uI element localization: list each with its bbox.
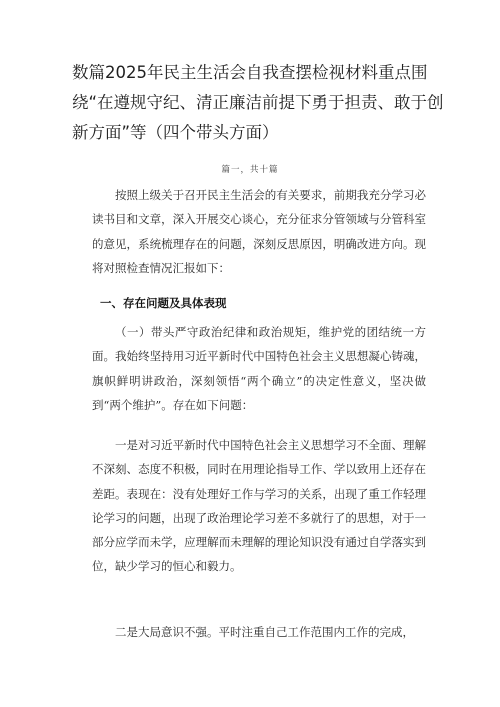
issue-paragraph: 一是对习近平新时代中国特色社会主义思想学习不全面、理解不深刻、态度不积极，同时在用理论指导工作、学以致用上还存在差距。表现在：没有处理好工作与学习的关系，出现了重工作轻理论学习的问题，出现了政治理论学习差不多就行了的思想，对于一部分应学而未学，应理解而未理解的理论知识没有通过自学落实到位，缺少学习的恒心和毅力。 [92,438,426,574]
section-tag: 篇一，共十篇 [221,165,279,175]
document-title: 数篇2025年民主生活会自我查摆检视材料重点围绕“在遵规守纪、清正廉洁前提下勇于担责、敢于创新方面”等（四个带头方面） [72,63,444,142]
point-paragraph: （一）带头严守政治纪律和政治规矩，维护党的团结统一方面。我始终坚持用习近平新时代中国特色社会主义思想凝心铸魂，旗帜鲜明讲政治，深刻领悟“两个确立”的决定性意义，坚决做到“两个维护”。存在如下问题： [92,325,426,412]
issue-paragraph-2: 二是大局意识不强。平时注重自己工作范围内工作的完成， [115,625,414,639]
intro-paragraph: 按照上级关于召开民主生活会的有关要求，前期我充分学习必读书目和文章，深入开展交心谈心，充分征求分管领域与分管科室的意见，系统梳理存在的问题，深刻反思原因，明确改进方向。现将对照检查情况汇报如下： [92,188,426,275]
section-heading: 一、存在问题及具体表现 [100,296,227,310]
